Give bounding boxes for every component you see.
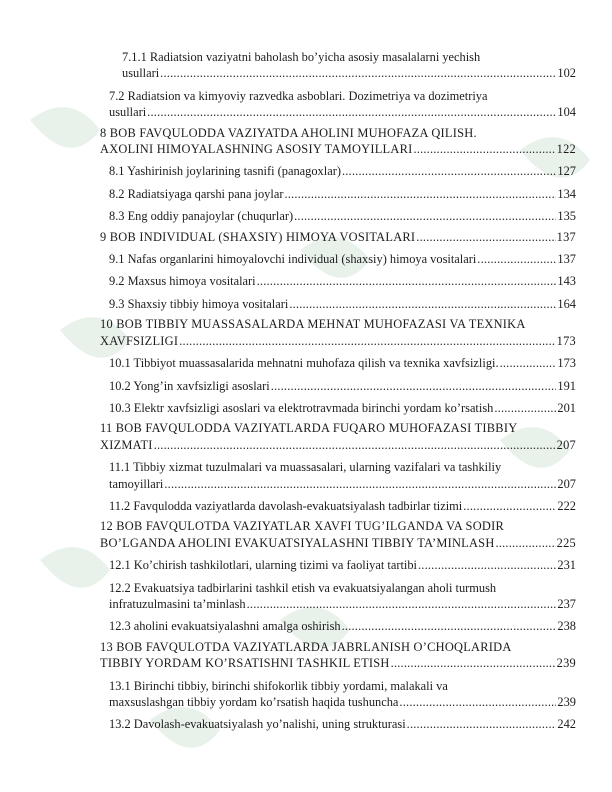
toc-entry [100,273,576,289]
toc-entry [100,498,576,514]
toc-chapter [100,229,576,245]
toc-page-number: 207 [557,476,576,491]
dot-leader [463,498,556,514]
toc-entry [100,716,576,732]
toc-entry-title: 13 BOB FAVQULOTDA VAZIYATLARDA JABRLANISH O’CHOQLARIDA [100,639,512,654]
toc-entry-title: 11.2 Favqulodda vaziyatlarda davolash-evakuatsiyalash tadbirlar tizimi [109,498,463,513]
toc-page-number: 127 [557,164,576,179]
toc-entry-title: 8.1 Yashirinish joylarining tasnifi (panagoxlar) [109,164,341,179]
toc-entry-title: 9.1 Nafas organlarini himoyalovchi individual (shaxsiy) himoya vositalari [109,252,477,267]
toc-chapter [100,316,576,349]
toc-entry-title-cont: infratuzulmasini ta’minlash [109,596,246,611]
dot-leader [413,141,555,157]
toc-entry [100,186,576,202]
toc-entry-title: 9.2 Maxsus himoya vositalari [109,274,256,289]
toc-page-number: 173 [556,333,576,348]
toc-entry-title-cont: TIBBIY YORDAM KO’RSATISHNI TASHKIL ETISH [100,656,390,671]
toc-page-number: 225 [556,535,576,550]
dot-leader [257,273,557,289]
toc-chapter [100,125,576,158]
dot-leader [179,333,555,349]
toc-page-number: 137 [557,252,576,267]
toc-entry-title-cont: XAVFSIZLIGI [100,333,179,348]
toc-entry-title: 9 BOB INDIVIDUAL (SHAXSIY) HIMOYA VOSITALARI [100,229,416,244]
toc-chapter [100,639,576,672]
toc-page-number: 242 [557,717,576,732]
toc-entry [100,459,576,492]
toc-page-number: 207 [556,437,576,452]
toc-entry-title: 8 BOB FAVQULODDA VAZIYATDA AHOLINI MUHOFAZA QILISH. [100,125,477,140]
toc-entry [100,557,576,573]
toc-entry-title-cont: tamoyillari [109,476,164,491]
toc-page-number: 102 [557,66,576,81]
toc-chapter [100,420,576,453]
dot-leader [160,65,556,81]
toc-page-number: 104 [557,105,576,120]
toc-entry-title: 13.1 Birinchi tibbiy, birinchi shifokorlik tibbiy yordami, malakali va [109,678,448,693]
toc-entry-title: 10.1 Tibbiyot muassasalarida mehnatni muhofaza qilish va texnika xavfsizligi. [109,356,499,371]
dot-leader [494,400,556,416]
toc-entry [100,88,576,121]
toc-entry [100,678,576,711]
toc-page-number: 191 [557,378,576,393]
toc-page-number: 137 [556,229,576,244]
dot-leader [416,229,555,245]
toc-entry-title: 9.3 Shaxsiy tibbiy himoya vositalari [109,296,289,311]
dot-leader [164,476,556,492]
dot-leader [399,694,556,710]
dot-leader [271,378,557,394]
toc-page-number: 237 [557,596,576,611]
toc-chapter [100,518,576,551]
dot-leader [284,186,556,202]
toc-entry-title: 11 BOB FAVQULODDA VAZIYATLARDA FUQARO MUHOFAZASI TIBBIY [100,421,518,436]
dot-leader [477,251,556,267]
dot-leader [294,208,556,224]
toc-entry [100,378,576,394]
toc-entry-title: 7.1.1 Radiatsion vaziyatni baholash bo’yicha asosiy masalalarni yechish [122,50,481,64]
dot-leader [391,655,556,671]
toc-entry-title-cont: BO’LGANDA AHOLINI EVAKUATSIYALASHNI TIBBIY TA’MINLASH [100,535,495,550]
toc-entry [100,251,576,267]
dot-leader [147,104,556,120]
dot-leader [247,596,557,612]
toc-page-number: 239 [557,695,576,709]
toc-entry-title: 10.3 Elektr xavfsizligi asoslari va elektrotravmada birinchi yordam ko’rsatish [109,400,494,415]
toc-entry [100,400,576,416]
toc-entry-title: 12.1 Ko’chirish tashkilotlari, ularning tizimi va faoliyat tartibi [109,558,417,573]
toc-page-number: 231 [557,558,576,573]
toc-entry [100,208,576,224]
toc-entry-title: 10.2 Yong’in xavfsizligi asoslari [109,378,270,393]
dot-leader [418,557,556,573]
toc-entry-title: 8.2 Radiatsiyaga qarshi pana joylar [109,186,284,201]
dot-leader [500,355,557,371]
toc-entry-title-cont: usullari [122,66,160,81]
toc-entry-title: 13.2 Davolash-evakuatsiyalash yo’nalishi, uning strukturasi [109,717,406,732]
toc-entry [100,49,576,82]
toc-entry [100,163,576,179]
toc-entry-title: 8.3 Eng oddiy panajoylar (chuqurlar) [109,209,294,224]
toc-page-number: 122 [556,142,576,157]
toc-entry-title: 12.2 Evakuatsiya tadbirlarini tashkil etish va evakuatsiyalangan aholi turmush [109,580,497,595]
toc-entry [100,296,576,312]
toc-entry-title-cont: XIZMATI [100,437,153,452]
toc-entry-title: 10 BOB TIBBIY MUASSASALARDA MEHNAT MUHOFAZASI VA TEXNIKA [100,317,526,332]
dot-leader [342,163,556,179]
toc-entry [100,580,576,613]
toc-page-number: 135 [557,209,576,224]
toc-page-number: 143 [557,274,576,289]
toc-page-number: 201 [557,400,576,415]
toc-entry [100,618,576,634]
table-of-contents [100,49,576,733]
dot-leader [342,618,557,634]
toc-page-number: 134 [557,186,576,201]
toc-page-number: 238 [557,619,576,634]
toc-entry-title: 11.1 Tibbiy xizmat tuzulmalari va muassasalari, ularning vazifalari va tashkiliy [109,460,502,475]
dot-leader [154,437,556,453]
toc-entry-title-cont: usullari [109,105,147,120]
dot-leader [496,535,556,551]
toc-page-number: 239 [556,656,576,671]
toc-entry [100,355,576,371]
toc-entry-title-cont: maxsuslashgan tibbiy yordam ko’rsatish haqida tushuncha [109,695,399,709]
dot-leader [407,716,557,732]
dot-leader [289,296,556,312]
toc-entry-title: 7.2 Radiatsion va kimyoviy razvedka asboblari. Dozimetriya va dozimetriya [109,88,488,103]
toc-entry-title-cont: AXOLINI HIMOYALASHNING ASOSIY TAMOYILLARI [100,142,413,157]
toc-page-number: 222 [557,498,576,513]
toc-page-number: 164 [557,296,576,311]
toc-entry-title: 12.3 aholini evakuatsiyalashni amalga oshirish [109,619,341,634]
toc-entry-title: 12 BOB FAVQULOTDA VAZIYATLAR XAVFI TUG’ILGANDA VA SODIR [100,519,504,534]
toc-page-number: 173 [557,356,576,371]
